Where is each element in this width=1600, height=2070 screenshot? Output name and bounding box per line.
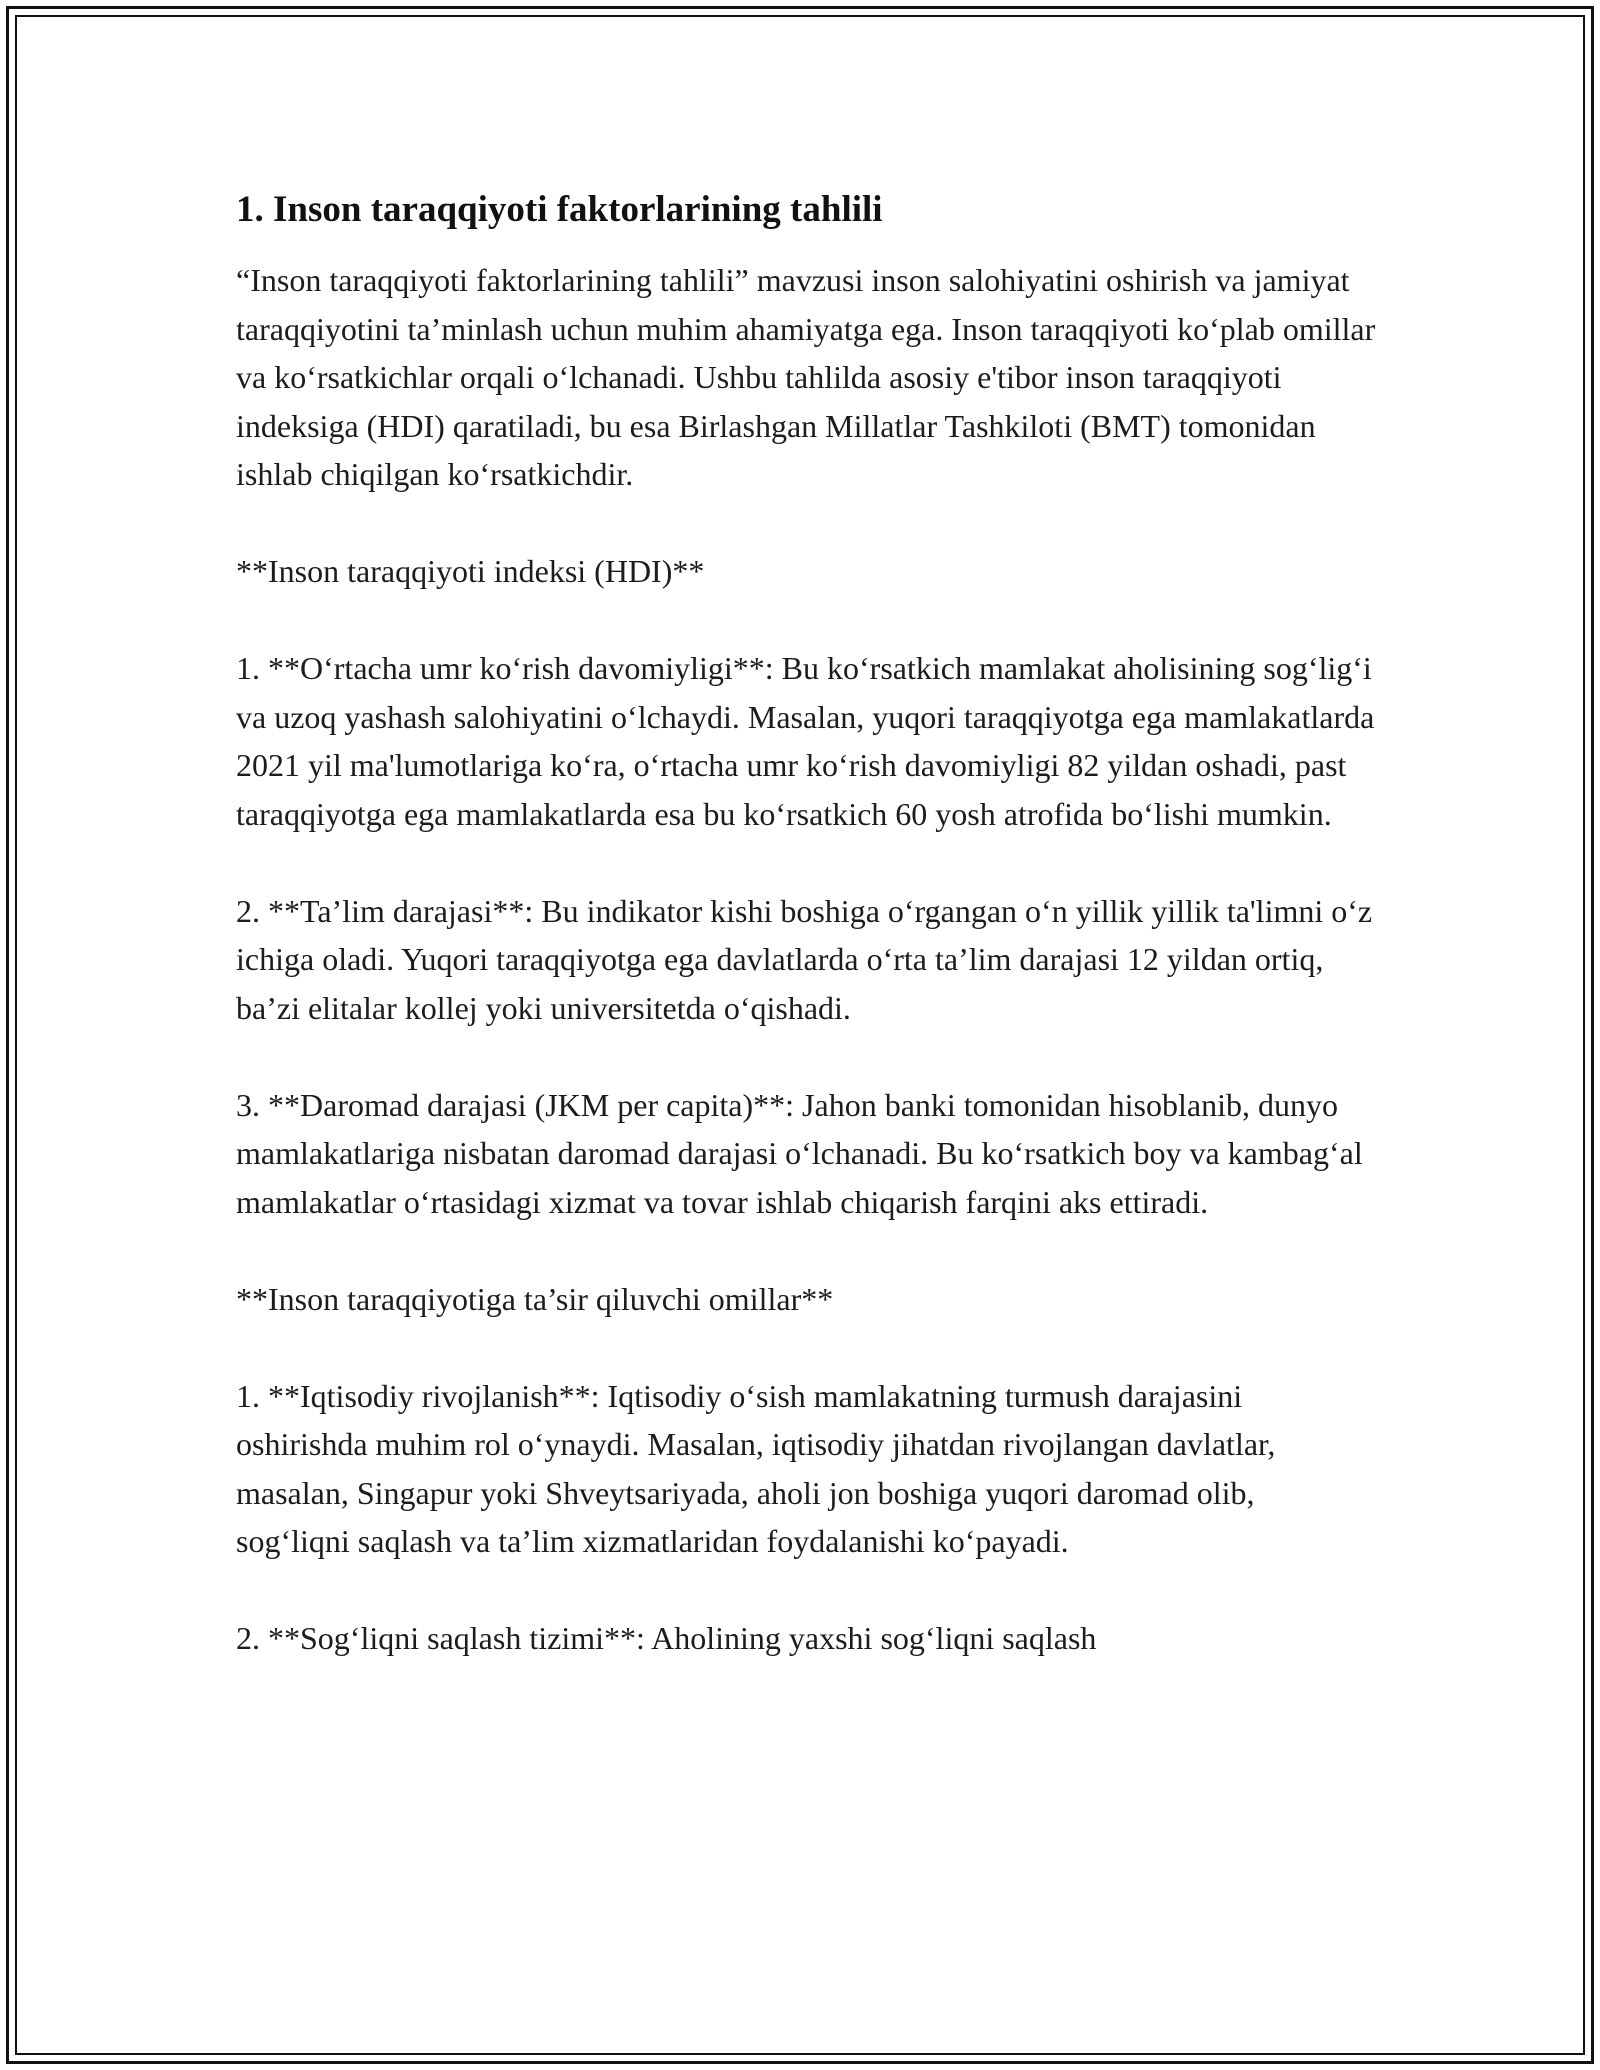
- document-title: 1. Inson taraqqiyoti faktorlarining tahlili: [236, 189, 883, 230]
- factor-item-healthcare: 2. **Sog‘liqni saqlash tizimi**: Aholining yaxshi sog‘liqni saqlash: [236, 1620, 1097, 1656]
- hdi-item-income: 3. **Daromad darajasi (JKM per capita)**: Jahon banki tomonidan hisoblanib, dunyo mamlakatlariga nisbatan daromad darajasi o‘lchanadi. Bu ko‘rsatkich boy va kambag‘al mamlakatlar o‘rtasidagi xizmat va tovar ishlab chiqarish farqini aks ettiradi.: [236, 1086, 1371, 1220]
- document-body: [236, 186, 1384, 1711]
- hdi-item-education: 2. **Ta’lim darajasi**: Bu indikator kishi boshiga o‘rgangan o‘n yillik yillik ta'limni o‘z ichiga oladi. Yuqori taraqqiyotga ega davlatlarda o‘rta ta’lim darajasi 12 yildan ortiq, ba’zi elitalar kollej yoki universitetda o‘qishadi.: [236, 892, 1381, 1026]
- factor-item-economic: 1. **Iqtisodiy rivojlanish**: Iqtisodiy o‘sish mamlakatning turmush darajasini oshirishda muhim rol o‘ynaydi. Masalan, iqtisodiy jihatdan rivojlangan davlatlar, masalan, Singapur yoki Shveytsariyada, aholi jon boshiga yuqori daromad olib, sog‘liqni saqlash va ta’lim xizmatlaridan foydalanishi ko‘payadi.: [236, 1377, 1284, 1559]
- hdi-item-life-expectancy: 1. **O‘rtacha umr ko‘rish davomiyligi**: Bu ko‘rsatkich mamlakat aholisining sog‘lig‘i va uzoq yashash salohiyatini o‘lchaydi. Masalan, yuqori taraqqiyotga ega mamlakatlarda 2021 yil ma'lumotlariga ko‘ra, o‘rtacha umr ko‘rish davomiyligi 82 yildan oshadi, past taraqqiyotga ega mamlakatlarda esa bu ko‘rsatkich 60 yosh atrofida bo‘lishi mumkin.: [236, 650, 1383, 832]
- section-heading-factors: **Inson taraqqiyotiga ta’sir qiluvchi omillar**: [236, 1280, 834, 1317]
- section-heading-hdi: **Inson taraqqiyoti indeksi (HDI)**: [236, 553, 705, 589]
- intro-paragraph: “Inson taraqqiyoti faktorlarining tahlili” mavzusi inson salohiyatini oshirish va jamiyat taraqqiyotini ta’minlash uchun muhim ahamiyatga ega. Inson taraqqiyoti ko‘plab omillar va ko‘rsatkichlar orqali o‘lchanadi. Ushbu tahlilda asosiy e'tibor inson taraqqiyoti indeksiga (HDI) qaratiladi, bu esa Birlashgan Millatlar Tashkiloti (BMT) tomonidan ishlab chiqilgan ko‘rsatkichdir.: [236, 262, 1384, 492]
